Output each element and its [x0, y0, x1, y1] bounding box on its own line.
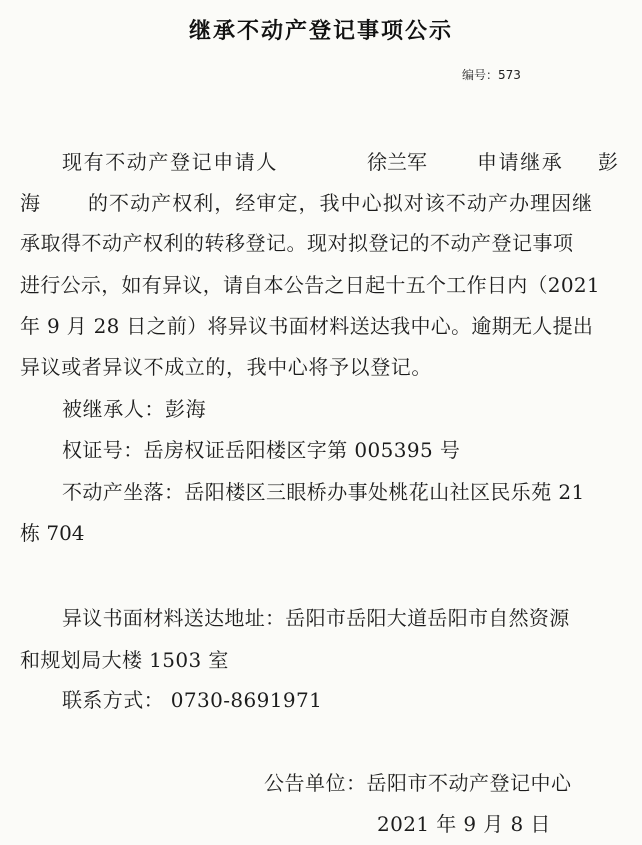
line1-prefix: 现有不动产登记申请人 — [62, 150, 278, 174]
document-title: 继承不动产登记事项公示 — [188, 19, 453, 44]
notice-date: 2021 年 9 月 8 日 — [377, 812, 551, 836]
line1-action: 申请继承 — [477, 150, 564, 174]
applicant-name: 徐兰军 — [367, 150, 427, 174]
paragraph-line5: 年 9 月 28 日之前）将异议书面材料送达我中心。逾期无人提出 — [20, 314, 594, 338]
heir-line: 被继承人：彭海 — [62, 397, 207, 421]
objection-address-line2: 和规划局大楼 1503 室 — [20, 648, 229, 672]
deceased-name-part1: 彭 — [598, 150, 618, 174]
paragraph-line6: 异议或者异议不成立的，我中心将予以登记。 — [20, 355, 432, 379]
deceased-name-part2: 海 — [20, 191, 40, 215]
paragraph-line4: 进行公示，如有异议，请自本公告之日起十五个工作日内（2021 — [20, 273, 600, 297]
issuer: 公告单位：岳阳市不动产登记中心 — [264, 771, 572, 795]
objection-address-line1: 异议书面材料送达地址：岳阳市岳阳大道岳阳市自然资源 — [62, 606, 570, 630]
location-line1: 不动产坐落：岳阳楼区三眼桥办事处桃花山社区民乐苑 21 — [62, 480, 585, 504]
document-number: 编号：573 — [462, 68, 521, 82]
line2-text: 的不动产权利，经审定，我中心拟对该不动产办理因继 — [88, 191, 594, 215]
certificate-line: 权证号：岳房权证岳阳楼区字第 005395 号 — [62, 438, 461, 462]
location-line2: 栋 704 — [20, 521, 85, 545]
paragraph-line3: 承取得不动产权利的转移登记。现对拟登记的不动产登记事项 — [20, 231, 574, 255]
contact-phone: 联系方式： 0730-8691971 — [62, 688, 323, 712]
